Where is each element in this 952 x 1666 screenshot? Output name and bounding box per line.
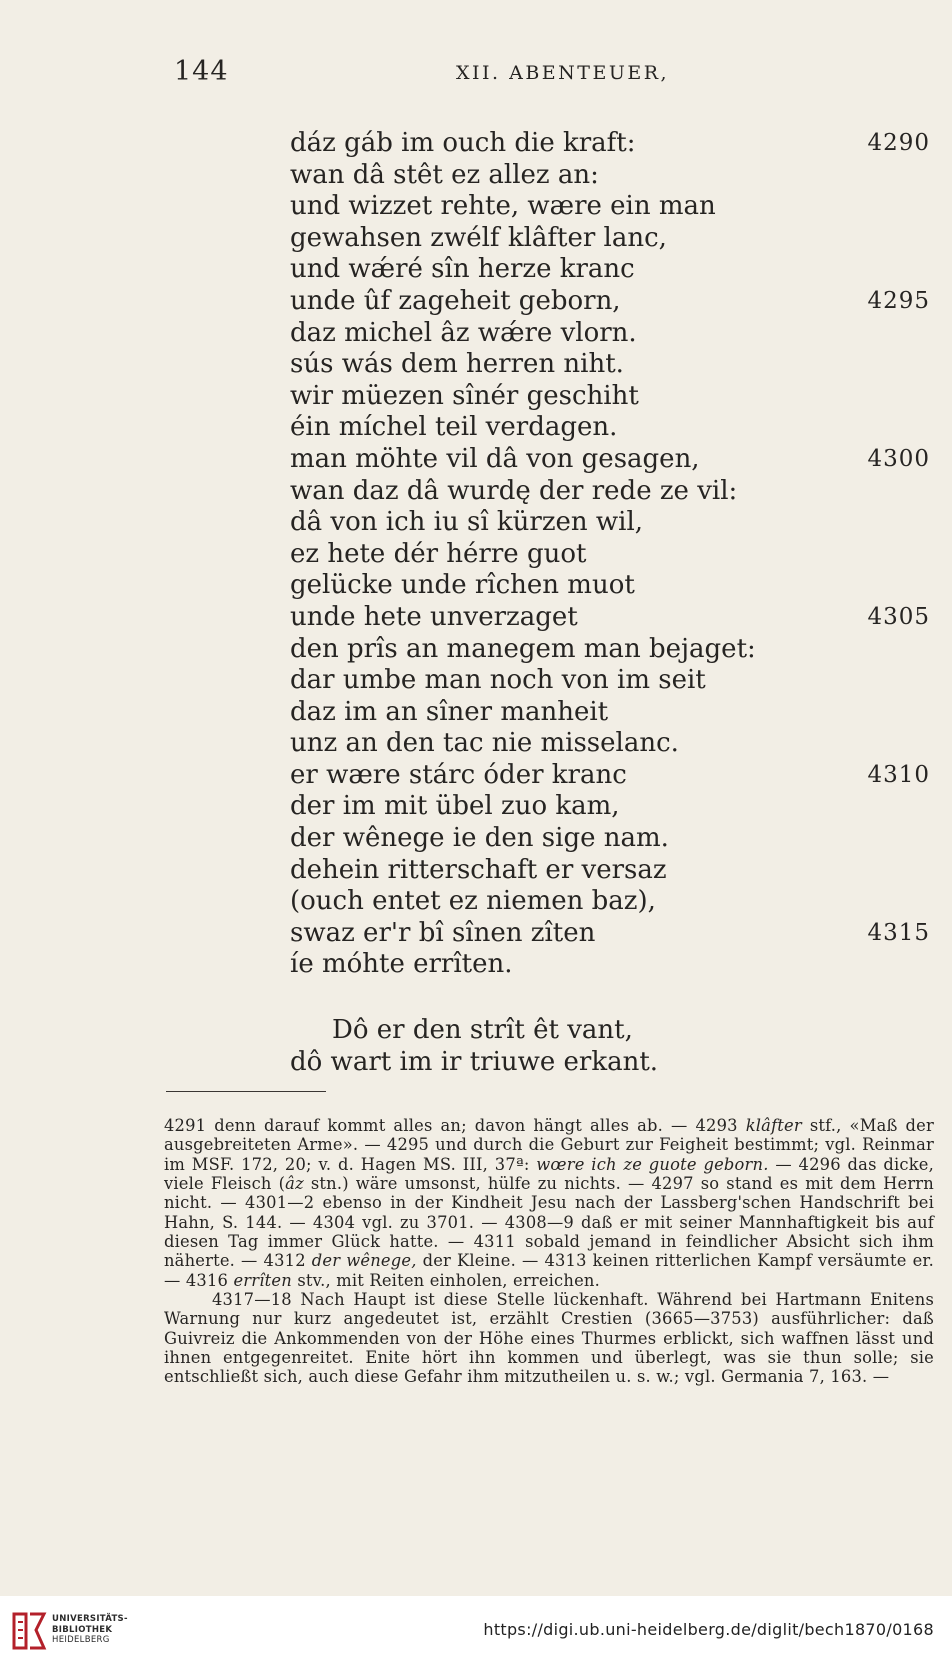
verse-line: gewahsen zwélf klâfter lanc, [290, 222, 667, 253]
footnote-paragraph: 4291 denn darauf kommt alles an; davon hängt alles ab. — 4293 klâfter stf., «Maß der ausgebreiteten Arme». — 4295 und durch die Geburt zur Feigheit bestimmt; vgl. Reinmar im MSF. 172, 20; v. d. Hagen MS. III, 37ª: wœre ich ze guote geborn. — 4296 das dicke, viele Fleisch (âz stn.) wäre umsonst, hülfe zu nichts. — 4297 so stand es mit dem Herrn nicht. — 4301—2 ebenso in der Kindheit Jesu nach der Lassberg'schen Handschrift bei Hahn, S. 144. — 4304 vgl. zu 3701. — 4308—9 daß er mit seiner Mannhaftigkeit bis auf diesen Tag immer Glück hatte. — 4311 sobald jemand in feindlicher Absicht sich ihm näherte. — 4312 der wênege, der Kleine. — 4313 keinen ritterlichen Kampf versäumte er. — 4316 errîten stv., mit Reiten einholen, erreichen. [164, 1116, 935, 1290]
page-header [0, 56, 952, 96]
footnote-paragraph: 4317—18 Nach Haupt ist diese Stelle lückenhaft. Während bei Hartmann Enitens Warnung nur kurz angedeutet ist, erzählt Crestien (3665—3753) ausführlicher: daß Guivreiz die Ankommenden von der Höhe eines Thurmes erblickt, sich waffnen lässt und ihnen entgegenreitet. Enite hört ihn kommen und überlegt, was sie thun solle; sie entschließt sich, auch diese Gefahr ihm mitzutheilen u. s. w.; vgl. Germania 7, 163. — [164, 1290, 934, 1387]
verse-line: und wǽré sîn herze kranc [290, 254, 635, 285]
verse-line: wan dâ stêt ez allez an: [290, 159, 599, 190]
verse-line: daz michel âz wǽre vlorn. [290, 317, 637, 348]
verse-line: ez hete dér hérre guot [290, 538, 587, 569]
footnote-rule [166, 1091, 326, 1092]
verse-line: unz an den tac nie misselanc. [290, 728, 679, 759]
verse-line: den prîs an manegem man bejaget: [290, 633, 756, 664]
verse-line: dehein ritterschaft er versaz [290, 854, 667, 885]
verse-line: sús wás dem herren niht. [290, 349, 624, 380]
verse-line: (ouch entet ez niemen baz), [290, 886, 656, 917]
verse-line: dáz gáb im ouch die kraft: 4290 [290, 128, 930, 158]
line-number: 4290 [867, 130, 930, 156]
line-number: 4295 [867, 287, 930, 314]
verse-line: daz im an sîner manheit [290, 696, 609, 727]
verse-line: gelücke unde rîchen muot [290, 570, 635, 601]
footnotes [164, 1116, 934, 1387]
verse-line: der im mit übel zuo kam, [290, 791, 620, 822]
verse-line: wan daz dâ wurdę der rede ze vil: [290, 475, 738, 506]
page-number: 144 [174, 56, 229, 87]
verse-line: unde hete unverzaget 4305 [290, 601, 930, 632]
line-number: 4300 [867, 445, 930, 472]
verse-line: wir müezen sînér geschiht [290, 380, 639, 411]
verse-line: swaz er'r bî sînen zîten 4315 [290, 917, 930, 948]
verse-line: íe móhte errîten. [290, 949, 513, 980]
stanza-gap [290, 981, 930, 1015]
permalink-url[interactable]: https://digi.ub.uni-heidelberg.de/diglit/bech1870/0168 [483, 1620, 934, 1639]
verse-block [290, 128, 930, 1078]
verse-line: der wênege ie den sige nam. [290, 823, 669, 854]
verse-line: unde ûf zageheit geborn, 4295 [290, 285, 930, 316]
verse-line: dô wart im ir triuwe erkant. [290, 1046, 659, 1077]
verse-line: er wære stárc óder kranc 4310 [290, 759, 930, 790]
verse-line: éin míchel teil verdagen. [290, 412, 618, 443]
running-head: XII. ABENTEUER, [456, 62, 670, 84]
verse-line: dâ von ich iu sî kürzen wil, [290, 507, 644, 538]
library-logo-icon [10, 1608, 48, 1654]
viewer-footer [0, 1596, 952, 1666]
line-number: 4315 [867, 919, 930, 946]
verse-line: Dô er den strît êt vant, [332, 1015, 633, 1046]
library-name: UNIVERSITÄTS- BIBLIOTHEK HEIDELBERG [52, 1614, 128, 1645]
line-number: 4310 [867, 761, 930, 788]
verse-line: und wizzet rehte, wære ein man [290, 191, 716, 222]
verse-line: dar umbe man noch von im seit [290, 665, 706, 696]
verse-line: man möhte vil dâ von gesagen, 4300 [290, 443, 930, 474]
line-number: 4305 [867, 603, 930, 630]
